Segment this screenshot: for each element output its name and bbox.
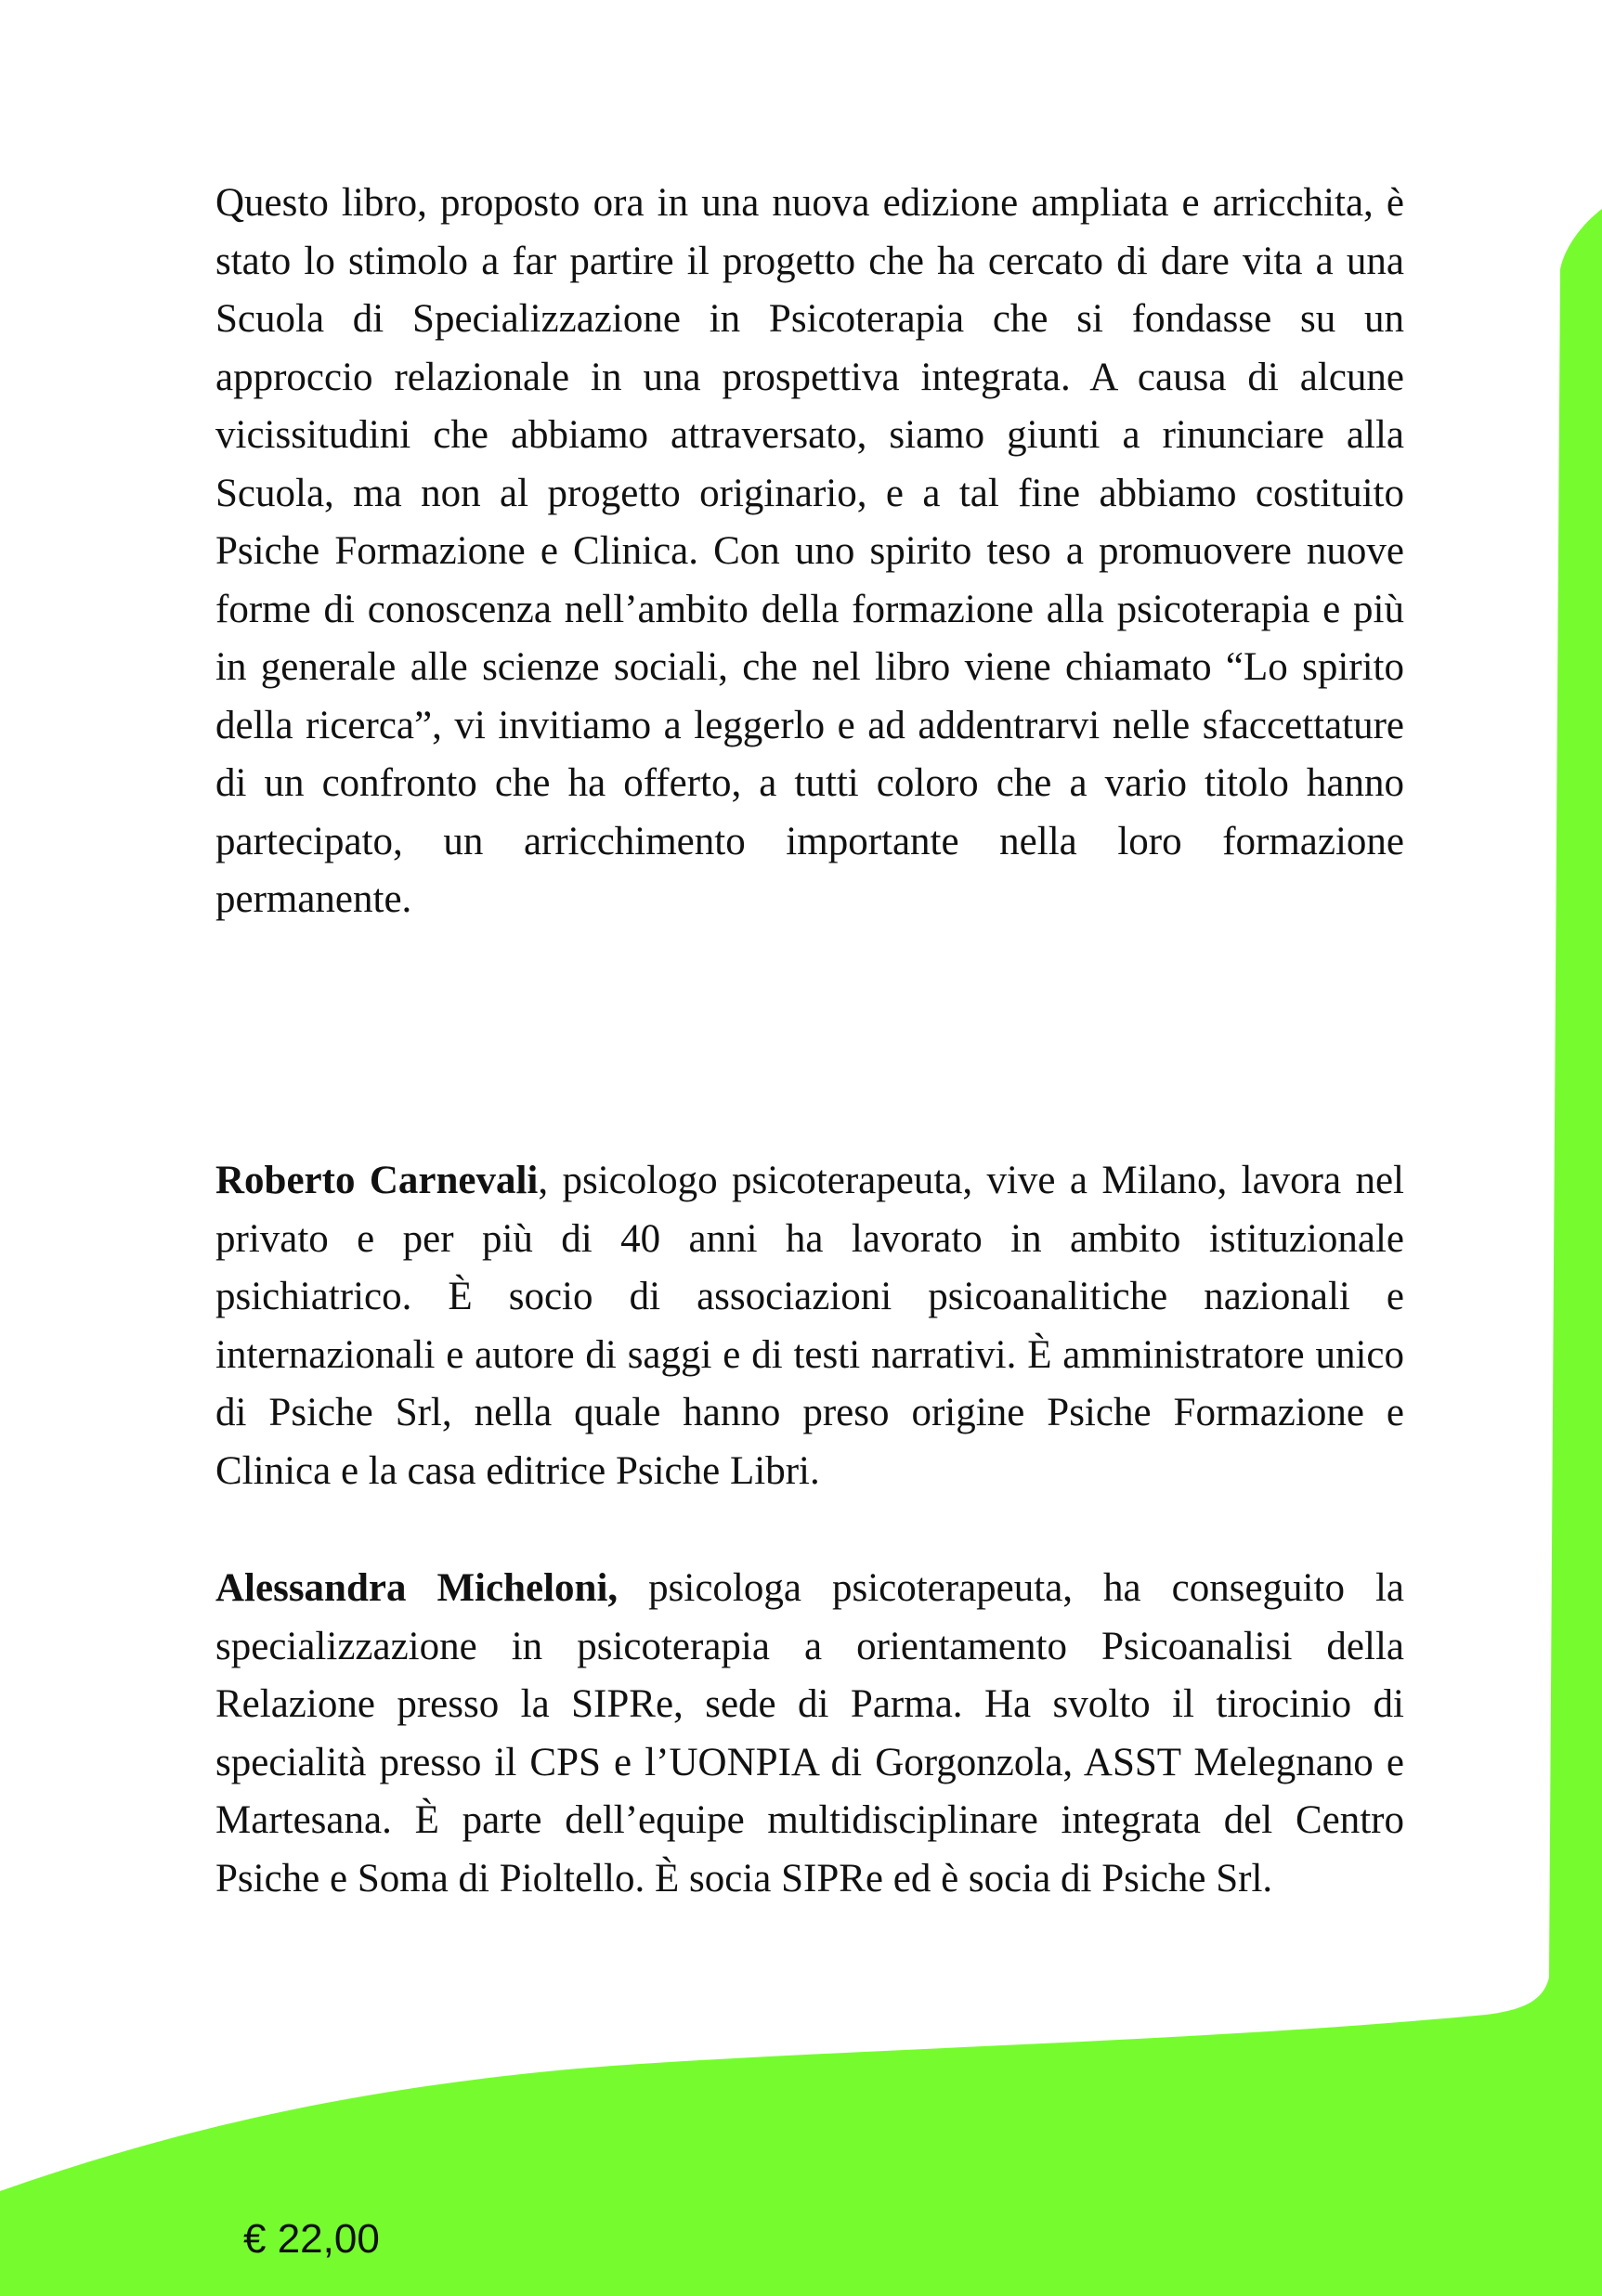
author-bio-alessandra-micheloni [215,1560,1404,1908]
price-label: € 22,00 [243,2216,380,2262]
author-name: Alessandra Micheloni, [215,1566,619,1610]
book-description: Questo libro, proposto ora in una nuova edizione ampliata e arricchita, è stato lo stimolo a far partire il progetto che ha cercato di dare vita a una Scuola di Specializzazione in Psicoterapia che si fondasse su un approccio relazionale in una prospettiva integrata. A causa di alcune vicissitudini che abbiamo attraversato, siamo giunti a rinunciare alla Scuola, ma non al progetto originario, e a tal fine abbiamo costituito Psiche Formazione e Clinica. Con uno spirito teso a promuovere nuove forme di conoscenza nell’ambito della formazione alla psicoterapia e più in generale alle scienze sociali, che nel libro viene chiamato “Lo spirito della ricerca”, vi invitiamo a leggerlo e ad addentrarvi nelle sfaccettature di un confronto che ha offerto, a tutti coloro che a vario titolo hanno partecipato, un arricchimento importante nella loro formazione permanente. [215,181,1404,921]
author-bio-text: psicologa psicoterapeuta, ha conseguito la specializzazione in psicoterapia a orientamento Psicoanalisi della Relazione presso la SIPRe, sede di Parma. Ha svolto il tirocinio di specialità presso il CPS e l’UONPIA di Gorgonzola, ASST Melegnano e Martesana. È parte dell’equipe multidisciplinare integrata del Centro Psiche e Soma di Pioltello. È socia SIPRe ed è socia di Psiche Srl. [215,1566,1404,1900]
author-bio-text: , psicologo psicoterapeuta, vive a Milano, lavora nel privato e per più di 40 anni ha lavorato in ambito istituzionale psichiatrico. È socio di associazioni psicoanalitiche nazionali e internazionali e autore di saggi e di testi narrativi. È amministratore unico di Psiche Srl, nella quale hanno preso origine Psiche Formazione e Clinica e la casa editrice Psiche Libri. [215,1159,1404,1493]
author-bio-roberto-carnevali [215,1152,1404,1500]
author-name: Roberto Carnevali [215,1159,539,1202]
